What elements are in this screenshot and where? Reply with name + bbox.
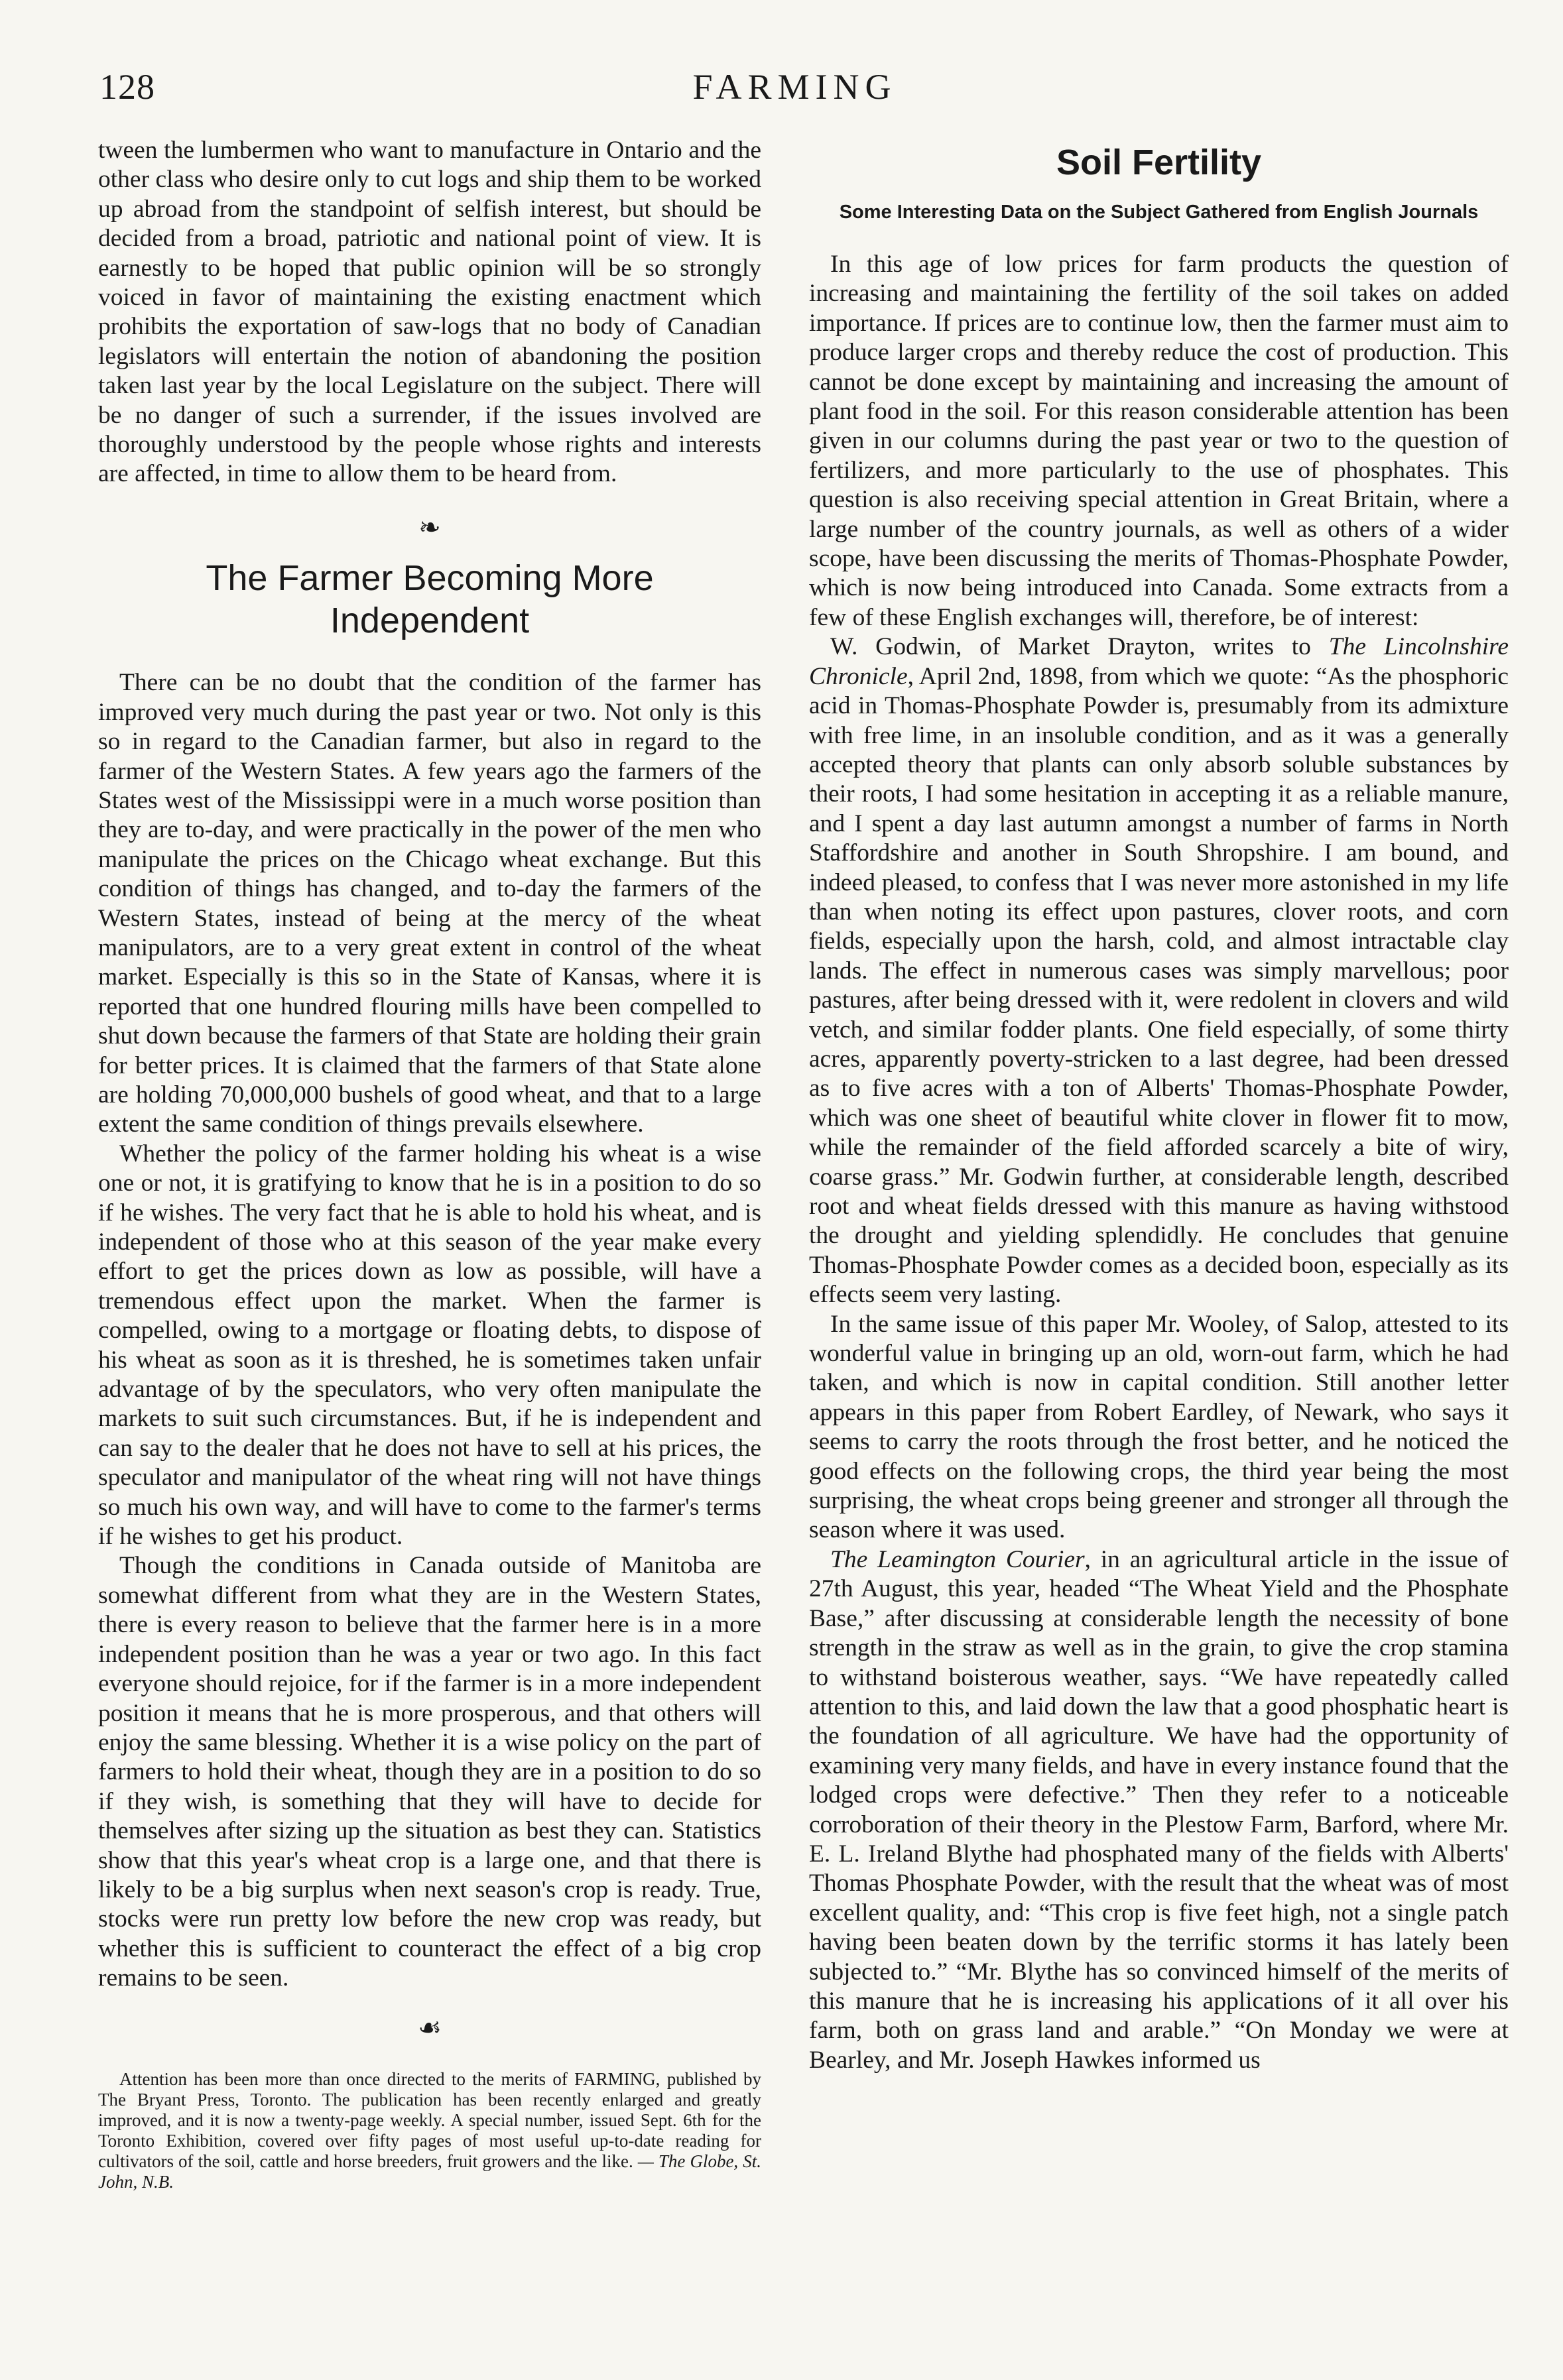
article-paragraph: In the same issue of this paper Mr. Wooley, of Salop, attested to its wonderful value in bringing up an old, worn-out farm, which he had taken, and which is now in capital condition. Still another letter appears in this paper from Robert Eardley, of Newark, who says it seems to carry the roots through the frost better, and he noticed the good effects on the following crops, the third year being the most surprising, the wheat crops being greener and stronger all through the season where it was used. — [809, 1310, 1509, 1544]
article-paragraph — [809, 632, 1509, 1309]
page-number: 128 — [99, 67, 155, 107]
press-note — [98, 2069, 761, 2192]
article-paragraph: In this age of low prices for farm products the question of increasing and maintaining the fertility of the soil takes on added importance. If prices are to continue low, then the farmer must aim to produce larger crops and thereby reduce the cost of production. This cannot be done except by maintaining and increasing the amount of plant food in the soil. For this reason considerable attention has been given in our columns during the past year or two to the question of fertilizers, and more particularly to the use of phosphates. This question is also receiving special attention in Great Britain, where a large number of the country journals, as well as others of a wider scope, have been discussing the merits of Thomas-Phosphate Powder, which is now being introduced into Canada. Some extracts from a few of these English exchanges will, therefore, be of interest: — [809, 251, 1509, 631]
article-title-soil: Soil Fertility — [1056, 143, 1262, 182]
article-paragraph: Though the conditions in Canada outside of Manitoba are somewhat different from what they are in the Western States, there is every reason to believe that the farmer here is in a more independent position than he was a year or two ago. In this fact everyone should rejoice, for if the farmer is in a more independent position it means that he is more prosperous, and that others will enjoy the same blessing. Whether it is a wise policy on the part of farmers to hold their wheat, though they are in a position to do so if they wish, is something that they will have to decide for themselves after sizing up the situation as best they can. Statistics show that this year's wheat crop is a large one, and that there is likely to be a big surplus when next season's crop is ready. True, stocks were run pretty low before the new crop was ready, but whether this is sufficient to counteract the effect of a big crop remains to be seen. — [98, 1552, 761, 1992]
article-title-line-1: The Farmer Becoming More — [206, 558, 654, 599]
article-subtitle: Some Interesting Data on the Subject Gathered from English Journals — [839, 202, 1479, 223]
article-paragraph — [809, 1545, 1509, 2075]
ornament-flourish-icon: ❧ — [418, 512, 441, 542]
paragraph-text: , in an agricultural article in the issue of 27th August, this year, headed “The Wheat Yield and the Phosphate Base,” after discussing at considerable length the necessity of bone strength in the straw as well as in the grain, to give the crop stamina to withstand boisterous weather, says. “We have repeatedly called attention to this, and laid down the law that a good phosphatic heart is the foundation of all agriculture. We have had the opportunity of examining very many fields, and have in every instance found that the lodged crops were defective.” Then they refer to a noticeable corroboration of their theory in the Plestow Farm, Barford, where Mr. E. L. Ireland Blythe had phosphated many of the fields with Alberts' Thomas Phosphate Powder, with the result that the wheat was of most excellent quality, and: “This crop is five feet high, not a single patch having been beaten down by the terrific storms it has lately been subjected to.” “Mr. Blythe has so convinced himself of the merits of this manure that he is increasing his applications of it all over his farm, both on grass land and arable.” “On Monday we were at Bearley, and Mr. Joseph Hawkes informed us — [809, 1545, 1509, 2074]
article-title-farmer — [98, 557, 761, 642]
left-column — [98, 136, 761, 2192]
press-note-source: — The Globe, St. John, N.B. — [98, 2151, 761, 2192]
continued-paragraph: tween the lumbermen who want to manufacture in Ontario and the other class who desire only to cut logs and ship them to be worked up abroad from the standpoint of selfish interest, but should be decided from a broad, patriotic and national point of view. It is earnestly to be hoped that public opinion will be so strongly voiced in favor of maintaining the existing enactment which prohibits the exportation of saw-logs that no body of Canadian legislators will entertain the notion of abandoning the position taken last year by the local Legislature on the subject. There will be no danger of such a surrender, if the issues involved are thoroughly understood by the people whose rights and interests are affected, in time to allow them to be heard from. — [98, 137, 761, 488]
journal-name: The Lincolnshire Chronicle — [809, 633, 1509, 690]
paragraph-text: W. Godwin, of Market Drayton, writes to — [830, 633, 1329, 661]
ornament-hand-icon: ☙ — [418, 2012, 442, 2043]
article-title-line-2: Independent — [330, 601, 530, 641]
press-note-text: Attention has been more than once directed to the merits of FARMING, published by The Bryant Press, Toronto. The publication has been recently enlarged and greatly improved, and it is now a twenty-page weekly. A special number, issued Sept. 6th for the Toronto Exhibition, covered over fifty pages of most useful up-to-date reading for cultivators of the soil, cattle and horse breeders, fruit growers and the like. — [98, 2068, 761, 2171]
running-title: FARMING — [692, 67, 897, 107]
right-column — [809, 136, 1509, 2075]
article-paragraph: There can be no doubt that the condition of the farmer has improved very much during the past year or two. Not only is this so in regard to the Canadian farmer, but also in regard to the farmer of the Western States. A few years ago the farmers of the States west of the Mississippi were in a much worse position than they are to-day, and were practically in the power of the men who manipulate the prices on the Chicago wheat exchange. But this condition of things has changed, and to-day the farmers of the Western States, instead of being at the mercy of the wheat manipulators, are to a very great extent in control of the wheat market. Especially is this so in the State of Kansas, where it is reported that one hundred flouring mills have been compelled to shut down because the farmers of that State are holding their grain for better prices. It is claimed that the farmers of that State alone are holding 70,000,000 bushels of good wheat, and that to a large extent the same condition of things prevails elsewhere. — [98, 669, 761, 1138]
article-paragraph: Whether the policy of the farmer holding his wheat is a wise one or not, it is gratifying to know that he is in a position to do so if he wishes. The very fact that he is able to hold his wheat, and is independent of those who at this season of the year make every effort to get the prices down as low as possible, will have a tremendous effect upon the market. When the farmer is compelled, owing to a mortgage or floating debts, to dispose of his wheat as soon as it is threshed, he is sometimes taken unfair advantage of by the speculators, who very often manipulate the markets to suit such circumstances. But, if he is independent and can say to the dealer that he does not have to sell at his prices, the speculator and manipulator of the wheat ring will not have things so much his own way, and will have to come to the farmer's terms if he wishes to get his product. — [98, 1140, 761, 1551]
paragraph-text: , April 2nd, 1898, from which we quote: “As the phosphoric acid in Thomas-Phosphate Powder is, presumably from its admixture with free lime, in an insoluble condition, and as it was a generally accepted theory that plants can only absorb soluble substances by their roots, I had some hesitation in accepting it as a reliable manure, and I spent a day last autumn amongst a number of farms in North Staffordshire and another in South Shropshire. I am bound, and indeed pleased, to confess that I was never more astonished in my life than when noting its effect upon pastures, clover roots, and corn fields, especially upon the harsh, cold, and almost intractable clay lands. The effect in numerous cases was simply marvellous; poor pastures, after being dressed with it, were redolent in clovers and wild vetch, and similar fodder plants. One field especially, of some thirty acres, apparently poverty-stricken to a last degree, had been dressed as to five acres with a ton of Alberts' Thomas-Phosphate Powder, which was one sheet of beautiful white clover in flower fit to mow, while the remainder of the field afforded scarcely a bite of wiry, coarse grass.” Mr. Godwin further, at considerable length, described root and wheat fields dressed with this manure as having withstood the drought and yielding splendidly. He concludes that genuine Thomas-Phosphate Powder comes as a decided boon, especially as its effects seem very lasting. — [809, 662, 1509, 1309]
journal-name: The Leamington Courier — [830, 1545, 1085, 1573]
